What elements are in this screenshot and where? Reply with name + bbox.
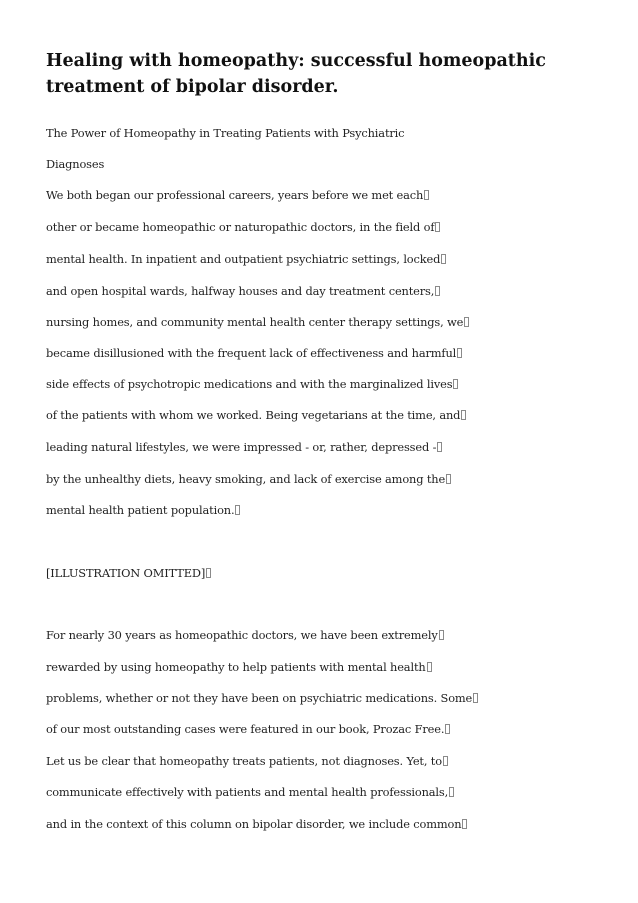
missing-glyph-box <box>435 222 440 232</box>
missing-glyph-box <box>439 630 444 640</box>
missing-glyph-box <box>457 348 462 358</box>
line-text: nursing homes, and community mental health center therapy settings, we <box>46 315 464 329</box>
missing-glyph-box <box>206 568 211 578</box>
line-text: [ILLUSTRATION OMITTED] <box>46 566 206 580</box>
text-line <box>46 251 446 267</box>
line-text: and open hospital wards, halfway houses and day treatment centers, <box>46 284 435 298</box>
missing-glyph-box <box>449 787 454 797</box>
line-text: We both began our professional careers, years before we met each <box>46 188 424 202</box>
text-line <box>46 753 448 769</box>
text-line <box>46 502 240 518</box>
missing-glyph-box <box>235 505 240 515</box>
text-line <box>46 345 462 361</box>
text-line <box>46 439 442 455</box>
line-text: other or became homeopathic or naturopathic doctors, in the field of <box>46 220 435 234</box>
line-text: communicate effectively with patients and mental health professionals, <box>46 785 449 799</box>
text-line <box>46 187 429 203</box>
line-text: became disillusioned with the frequent lack of effectiveness and harmful <box>46 346 457 360</box>
missing-glyph-box <box>424 190 429 200</box>
missing-glyph-box <box>445 724 450 734</box>
missing-glyph-box <box>435 286 440 296</box>
text-line <box>46 471 451 487</box>
text-line <box>46 376 458 392</box>
missing-glyph-box <box>443 756 448 766</box>
line-text: For nearly 30 years as homeopathic doctors, we have been extremely <box>46 628 438 642</box>
illustration-placeholder <box>46 565 211 581</box>
line-text: and in the context of this column on bipolar disorder, we include common <box>46 817 462 831</box>
text-line <box>46 690 478 706</box>
text-line <box>46 784 454 800</box>
line-text: problems, whether or not they have been on psychiatric medications. Some <box>46 691 473 705</box>
line-text: leading natural lifestyles, we were impressed - or, rather, depressed - <box>46 440 437 454</box>
document-title: Healing with homeopathy: successful homeopathic treatment of bipolar disorder. <box>46 51 546 97</box>
missing-glyph-box <box>462 819 467 829</box>
missing-glyph-box <box>464 317 469 327</box>
missing-glyph-box <box>437 442 442 452</box>
text-line <box>46 816 467 832</box>
line-text: of our most outstanding cases were featured in our book, Prozac Free. <box>46 722 445 736</box>
missing-glyph-box <box>427 662 432 672</box>
missing-glyph-box <box>473 693 478 703</box>
text-line <box>46 283 440 299</box>
text-line <box>46 219 440 235</box>
text-line <box>46 407 466 423</box>
text-line <box>46 125 404 141</box>
line-text: Let us be clear that homeopathy treats patients, not diagnoses. Yet, to <box>46 754 442 768</box>
line-text: side effects of psychotropic medications and with the marginalized lives <box>46 377 453 391</box>
line-text: mental health patient population. <box>46 503 235 517</box>
text-line <box>46 659 432 675</box>
line-text: mental health. In inpatient and outpatient psychiatric settings, locked <box>46 252 441 266</box>
missing-glyph-box <box>441 254 446 264</box>
line-text: by the unhealthy diets, heavy smoking, and lack of exercise among the <box>46 472 446 486</box>
missing-glyph-box <box>453 379 458 389</box>
text-line <box>46 314 469 330</box>
text-line <box>46 627 444 643</box>
line-text: Diagnoses <box>46 157 105 171</box>
missing-glyph-box <box>446 474 451 484</box>
text-line <box>46 156 104 172</box>
line-text: rewarded by using homeopathy to help patients with mental health <box>46 660 426 674</box>
missing-glyph-box <box>461 410 466 420</box>
line-text: of the patients with whom we worked. Being vegetarians at the time, and <box>46 408 461 422</box>
line-text: The Power of Homeopathy in Treating Patients with Psychiatric <box>46 126 405 140</box>
text-line <box>46 721 450 737</box>
